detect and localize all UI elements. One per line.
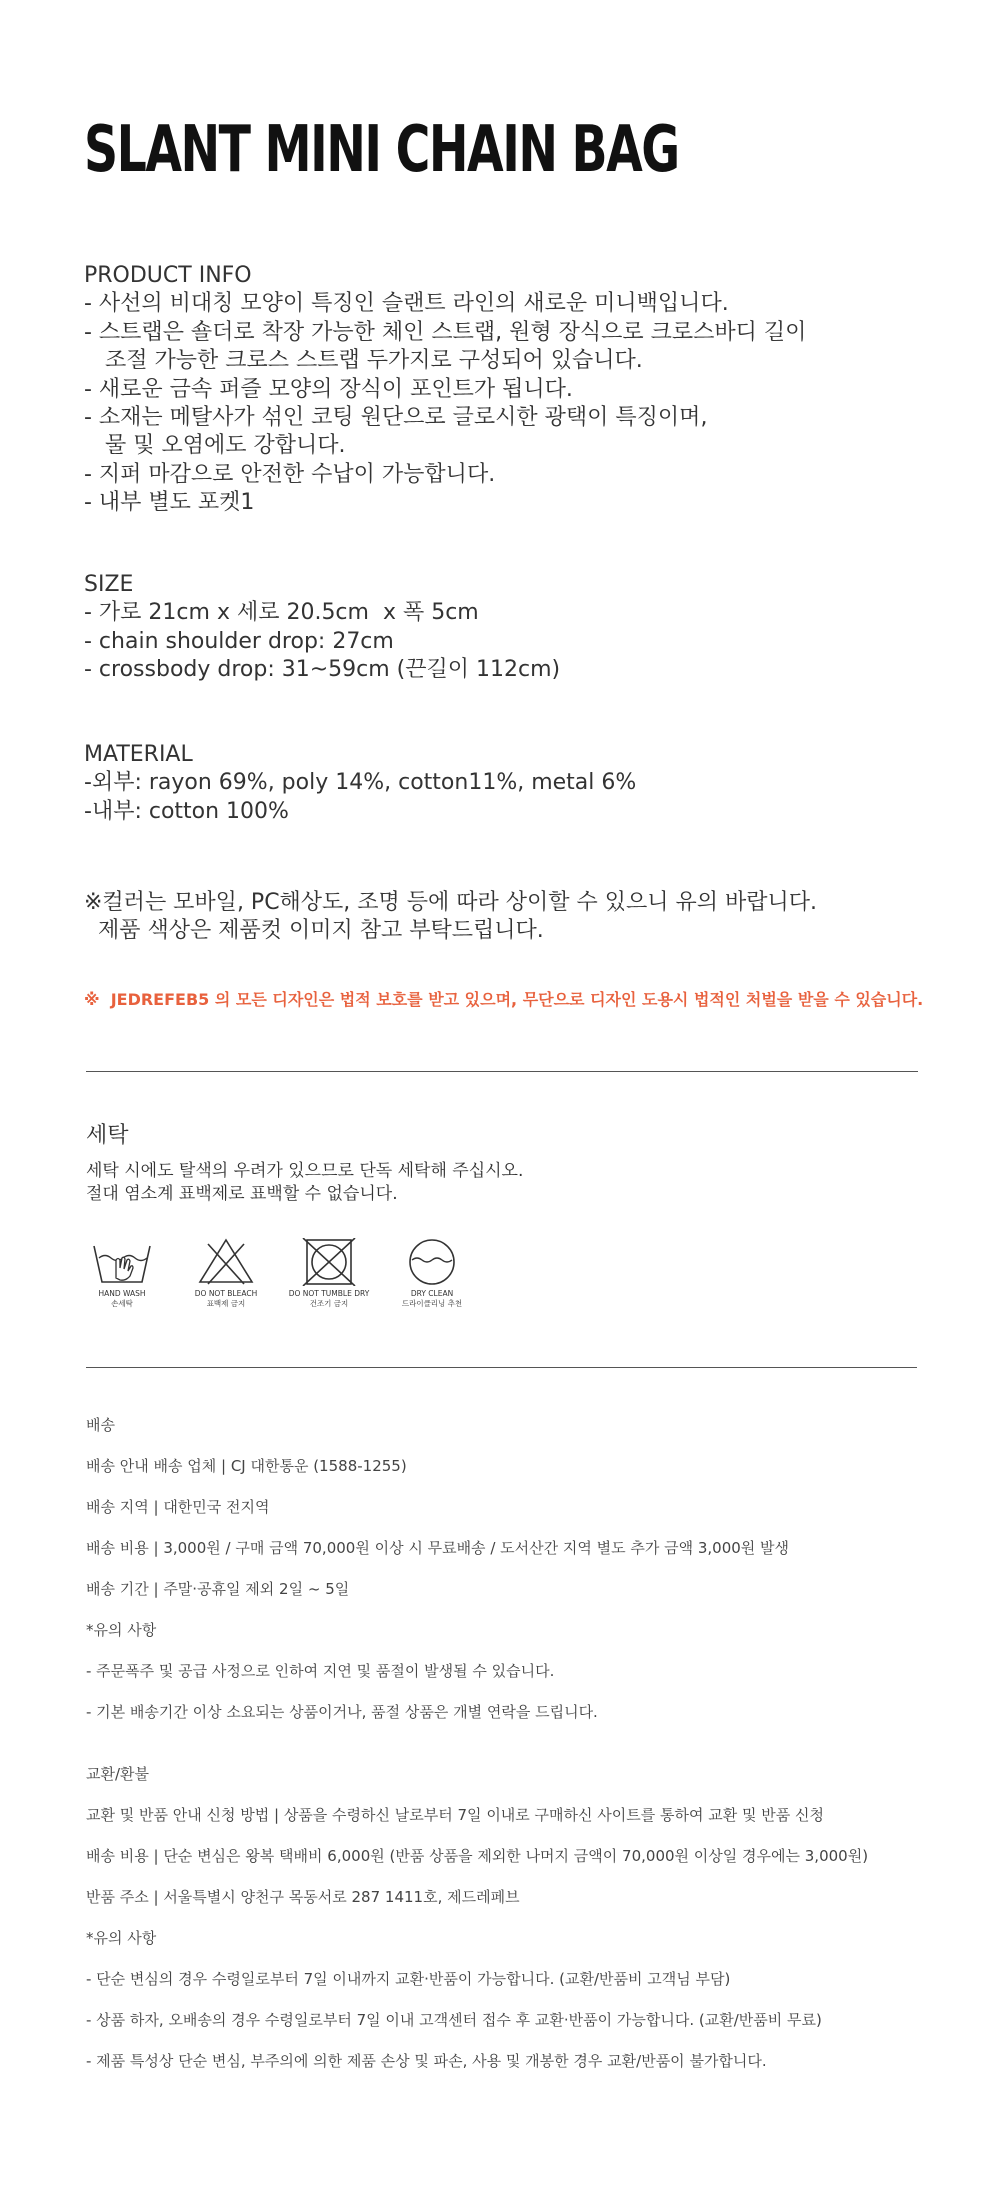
shipping-line: 배송 비용 | 3,000원 / 구매 금액 70,000원 이상 시 무료배송 / 도서산간 지역 별도 추가 금액 3,000원 발생 bbox=[86, 1539, 790, 1557]
shipping-heading: 배송 bbox=[86, 1416, 115, 1434]
copyright-warning: ※ JEDREFEB5 의 모든 디자인은 법적 보호를 받고 있으며, 무단으로 디자인 도용시 법적인 처벌을 받을 수 있습니다. bbox=[84, 990, 924, 1009]
exchange-note-heading: *유의 사항 bbox=[86, 1929, 157, 1947]
care-label-ko: 표백제 금지 bbox=[206, 1299, 246, 1308]
material-heading: MATERIAL bbox=[84, 742, 193, 767]
care-label-ko: 건조기 금지 bbox=[309, 1299, 349, 1308]
care-symbol-hand-wash bbox=[68, 1238, 176, 1309]
product-info-line: - 새로운 금속 퍼즐 모양의 장식이 포인트가 됩니다. bbox=[84, 376, 573, 402]
exchange-line: 반품 주소 | 서울특별시 양천구 목동서로 287 1411호, 제드레페브 bbox=[86, 1888, 520, 1906]
size-line: - crossbody drop: 31~59cm (끈길이 112cm) bbox=[84, 657, 561, 683]
care-symbol-do-not-tumble-dry bbox=[275, 1238, 383, 1309]
shipping-note-heading: *유의 사항 bbox=[86, 1621, 157, 1639]
shipping-line: 배송 지역 | 대한민국 전지역 bbox=[86, 1498, 270, 1516]
shipping-line: 배송 기간 | 주말·공휴일 제외 2일 ~ 5일 bbox=[86, 1580, 350, 1598]
washing-line: 절대 염소계 표백제로 표백할 수 없습니다. bbox=[86, 1184, 398, 1204]
product-info-section bbox=[84, 262, 806, 518]
shipping-line: - 기본 배송기간 이상 소요되는 상품이거나, 품절 상품은 개별 연락을 드립니다. bbox=[86, 1703, 598, 1721]
material-line: -내부: cotton 100% bbox=[84, 798, 289, 824]
exchange-line: 배송 비용 | 단순 변심은 왕복 택배비 6,000원 (반품 상품을 제외한 나머지 금액이 70,000원 이상일 경우에는 3,000원) bbox=[86, 1847, 869, 1865]
dry-clean-icon bbox=[400, 1238, 464, 1286]
care-label-en: DRY CLEAN bbox=[410, 1289, 454, 1298]
do-not-tumble-dry-icon bbox=[297, 1238, 361, 1286]
product-info-line: - 내부 별도 포켓1 bbox=[84, 490, 255, 516]
product-info-line: - 사선의 비대칭 모양이 특징인 슬랜트 라인의 새로운 미니백입니다. bbox=[84, 291, 729, 317]
product-info-line: - 지퍼 마감으로 안전한 수납이 가능합니다. bbox=[84, 461, 496, 487]
exchange-line: - 단순 변심의 경우 수령일로부터 7일 이내까지 교환·반품이 가능합니다. (교환/반품비 고객님 부담) bbox=[86, 1970, 731, 1988]
care-symbol-do-not-bleach bbox=[172, 1238, 280, 1309]
washing-title: 세탁 bbox=[86, 1123, 129, 1148]
product-info-line: 물 및 오염에도 강합니다. bbox=[84, 433, 346, 459]
shipping-line: - 주문폭주 및 공급 사정으로 인하여 지연 및 품절이 발생될 수 있습니다. bbox=[86, 1662, 555, 1680]
do-not-bleach-icon bbox=[194, 1238, 258, 1286]
exchange-line: 교환 및 반품 안내 신청 방법 | 상품을 수령하신 날로부터 7일 이내로 구매하신 사이트를 통하여 교환 및 반품 신청 bbox=[86, 1806, 824, 1824]
exchange-line: - 상품 하자, 오배송의 경우 수령일로부터 7일 이내 고객센터 접수 후 교환·반품이 가능합니다. (교환/반품비 무료) bbox=[86, 2011, 822, 2029]
divider bbox=[86, 1367, 917, 1368]
size-section bbox=[84, 571, 560, 685]
exchange-heading: 교환/환불 bbox=[86, 1765, 150, 1783]
care-label-en: HAND WASH bbox=[98, 1289, 146, 1298]
care-label-en: DO NOT TUMBLE DRY bbox=[288, 1289, 370, 1298]
care-symbol-dry-clean bbox=[378, 1238, 486, 1309]
color-notice-line: 제품 색상은 제품컷 이미지 참고 부탁드립니다. bbox=[84, 918, 544, 944]
washing-instructions bbox=[86, 1160, 523, 1206]
color-notice-line: ※컬러는 모바일, PC해상도, 조명 등에 따라 상이할 수 있으니 유의 바랍니다. bbox=[84, 890, 818, 915]
product-info-heading: PRODUCT INFO bbox=[84, 263, 252, 288]
shipping-line: 배송 안내 배송 업체 | CJ 대한통운 (1588-1255) bbox=[86, 1457, 407, 1475]
color-notice bbox=[84, 889, 817, 946]
product-info-line: - 소재는 메탈사가 섞인 코팅 원단으로 글로시한 광택이 특징이며, bbox=[84, 405, 708, 431]
product-info-line: 조절 가능한 크로스 스트랩 두가지로 구성되어 있습니다. bbox=[84, 348, 643, 374]
care-label-en: DO NOT BLEACH bbox=[194, 1289, 258, 1298]
material-section bbox=[84, 741, 636, 826]
care-label-ko: 손세탁 bbox=[111, 1299, 133, 1308]
care-label-ko: 드라이클리닝 추천 bbox=[401, 1299, 463, 1308]
product-title: SLANT MINI CHAIN BAG bbox=[84, 113, 679, 187]
product-info-line: - 스트랩은 숄더로 착장 가능한 체인 스트랩, 원형 장식으로 크로스바디 길이 bbox=[84, 319, 807, 345]
size-line: - 가로 21cm x 세로 20.5cm x 폭 5cm bbox=[84, 600, 479, 626]
material-line: -외부: rayon 69%, poly 14%, cotton11%, metal 6% bbox=[84, 770, 637, 796]
washing-line: 세탁 시에도 탈색의 우려가 있으므로 단독 세탁해 주십시오. bbox=[86, 1161, 524, 1181]
hand-wash-icon bbox=[90, 1238, 154, 1286]
divider bbox=[86, 1071, 918, 1072]
size-heading: SIZE bbox=[84, 572, 134, 597]
size-line: - chain shoulder drop: 27cm bbox=[84, 628, 394, 654]
exchange-line: - 제품 특성상 단순 변심, 부주의에 의한 제품 손상 및 파손, 사용 및 개봉한 경우 교환/반품이 불가합니다. bbox=[86, 2052, 767, 2070]
